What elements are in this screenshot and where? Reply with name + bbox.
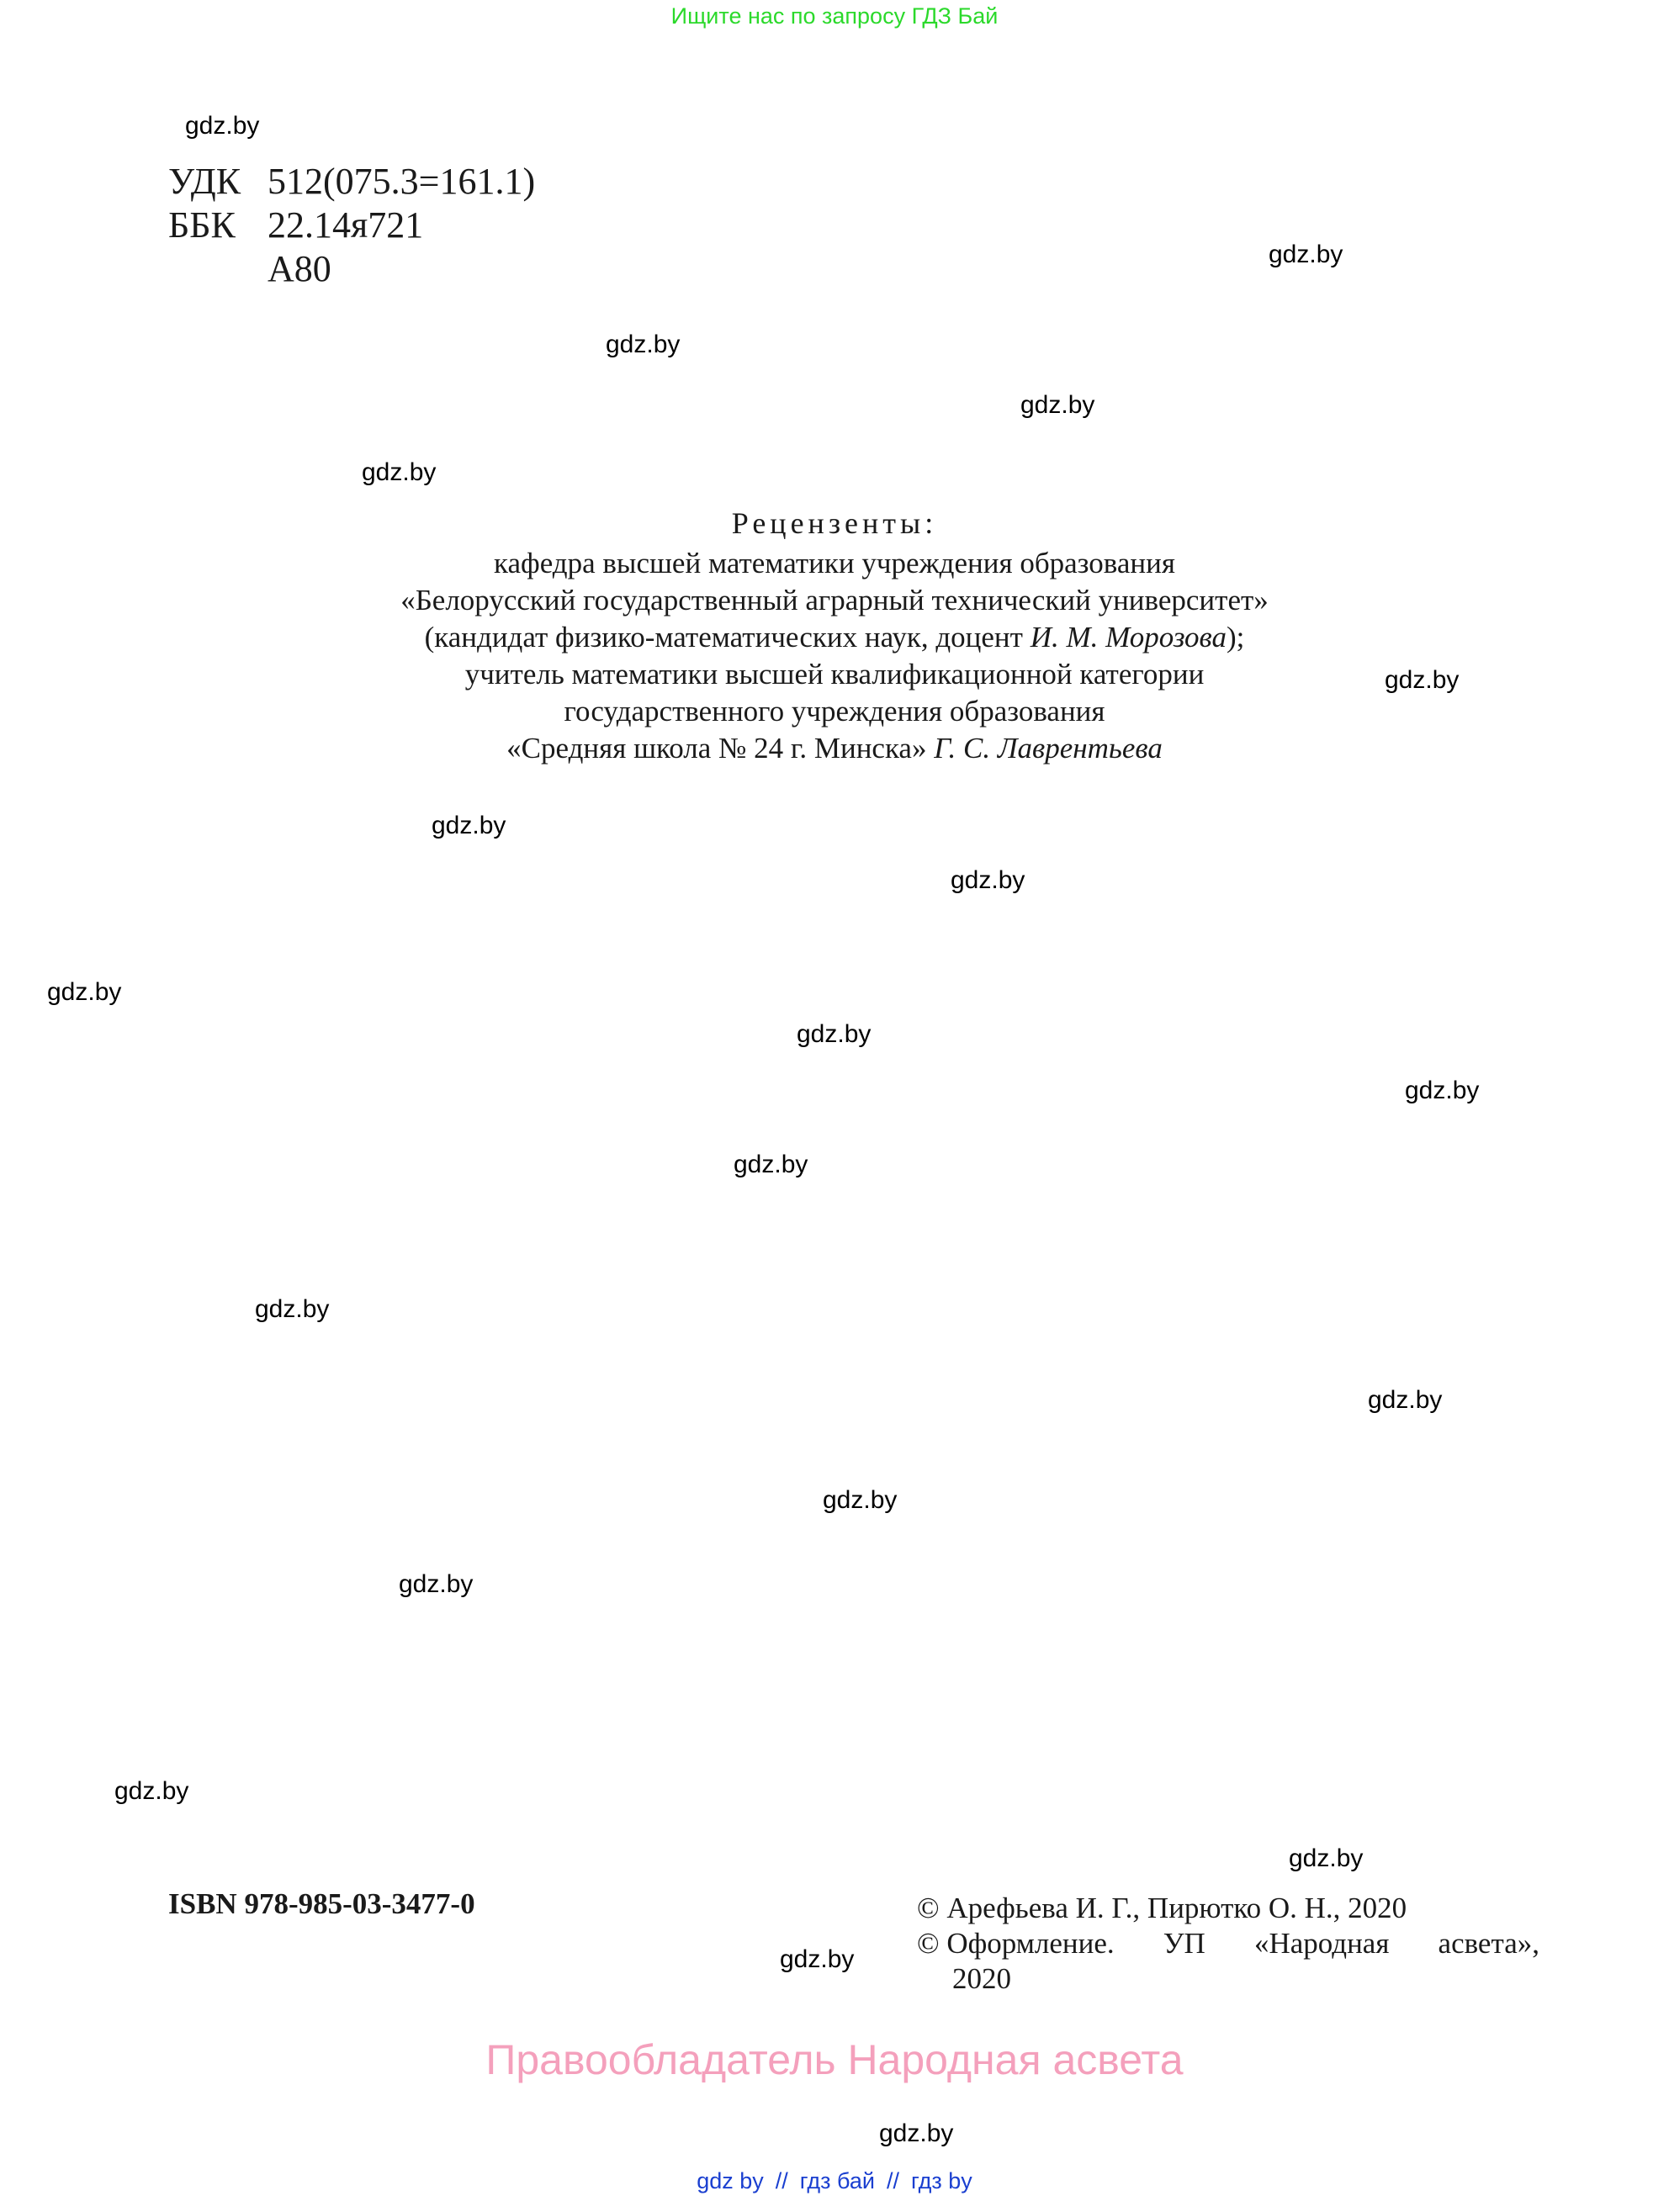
watermark: gdz.by [1368, 1386, 1443, 1414]
udk-row [168, 160, 535, 203]
watermark: gdz.by [255, 1295, 330, 1323]
isbn: ISBN 978-985-03-3477-0 [168, 1887, 475, 1920]
reviewers-line-2: «Белорусский государственный аграрный технический университет» [400, 584, 1269, 617]
reviewers-line-5: государственного учреждения образования [564, 695, 1105, 728]
copyright-line-2-part-b: УП [1163, 1927, 1205, 1960]
watermark: gdz.by [951, 866, 1025, 894]
copyright-line-2-part-d: асвета», [1438, 1927, 1539, 1960]
watermark: gdz.by [606, 331, 681, 358]
reviewers-line-4: учитель математики высшей квалификационной категории [464, 658, 1205, 691]
watermark: gdz.by [780, 1945, 855, 1973]
watermark: gdz.by [734, 1151, 808, 1178]
reviewers-line-3-suffix: ); [1226, 621, 1245, 654]
watermark: gdz.by [47, 978, 122, 1006]
watermark: gdz.by [823, 1486, 898, 1514]
author-mark: А80 [268, 248, 331, 289]
watermark: gdz.by [797, 1020, 872, 1048]
reviewers-line-6 [0, 730, 1669, 767]
rights-holder: Правообладатель Народная асвета [485, 2036, 1184, 2083]
watermark: gdz.by [1269, 241, 1343, 268]
copyright-line-3: 2020 [952, 1962, 1011, 1995]
footer-link-gdz-bai[interactable]: гдз бай [799, 2168, 875, 2193]
watermark: gdz.by [879, 2119, 954, 2147]
reviewers-title: Рецензенты: [731, 506, 938, 540]
footer-links [0, 2168, 1669, 2194]
copyright-line-2-part-c: «Народная [1253, 1927, 1390, 1960]
copyright-line-1: © Арефьева И. Г., Пирютко О. Н., 2020 [917, 1892, 1407, 1924]
watermark: gdz.by [399, 1570, 474, 1598]
bbk-value: 22.14я721 [268, 204, 424, 246]
copyright-line-2-part-a: © Оформление. [917, 1927, 1115, 1960]
reviewers-line-3 [0, 619, 1669, 656]
top-banner: Ищите нас по запросу ГДЗ Бай [670, 3, 999, 29]
footer-separator: // [886, 2168, 899, 2193]
bbk-label: ББК [168, 204, 236, 246]
udk-value: 512(075.3=161.1) [268, 161, 536, 202]
reviewers-line-3-prefix: (кандидат физико-математических наук, доцент [424, 621, 1031, 654]
watermark: gdz.by [1385, 666, 1460, 694]
copyright-line-2 [917, 1926, 1539, 1961]
watermark: gdz.by [1405, 1077, 1480, 1104]
footer-link-gdz-by-cyr[interactable]: гдз by [911, 2168, 972, 2193]
reviewers-block [0, 505, 1669, 767]
reviewers-line-6-prefix: «Средняя школа № 24 г. Минска» [506, 732, 935, 765]
reviewer-name-1: И. М. Морозова [1030, 621, 1227, 654]
watermark: gdz.by [185, 112, 260, 140]
watermark: gdz.by [432, 812, 506, 839]
reviewer-name-2: Г. С. Лаврентьева [934, 732, 1163, 765]
watermark: gdz.by [362, 458, 437, 486]
copyright-block [917, 1891, 1539, 1997]
reviewers-line-1: кафедра высшей математики учреждения образования [494, 547, 1175, 579]
watermark: gdz.by [114, 1777, 189, 1805]
watermark: gdz.by [1020, 391, 1095, 419]
udk-label: УДК [168, 161, 241, 202]
footer-link-gdz-by[interactable]: gdz by [697, 2168, 764, 2193]
footer-separator: // [775, 2168, 788, 2193]
bbk-row [168, 204, 423, 246]
watermark: gdz.by [1289, 1844, 1364, 1872]
